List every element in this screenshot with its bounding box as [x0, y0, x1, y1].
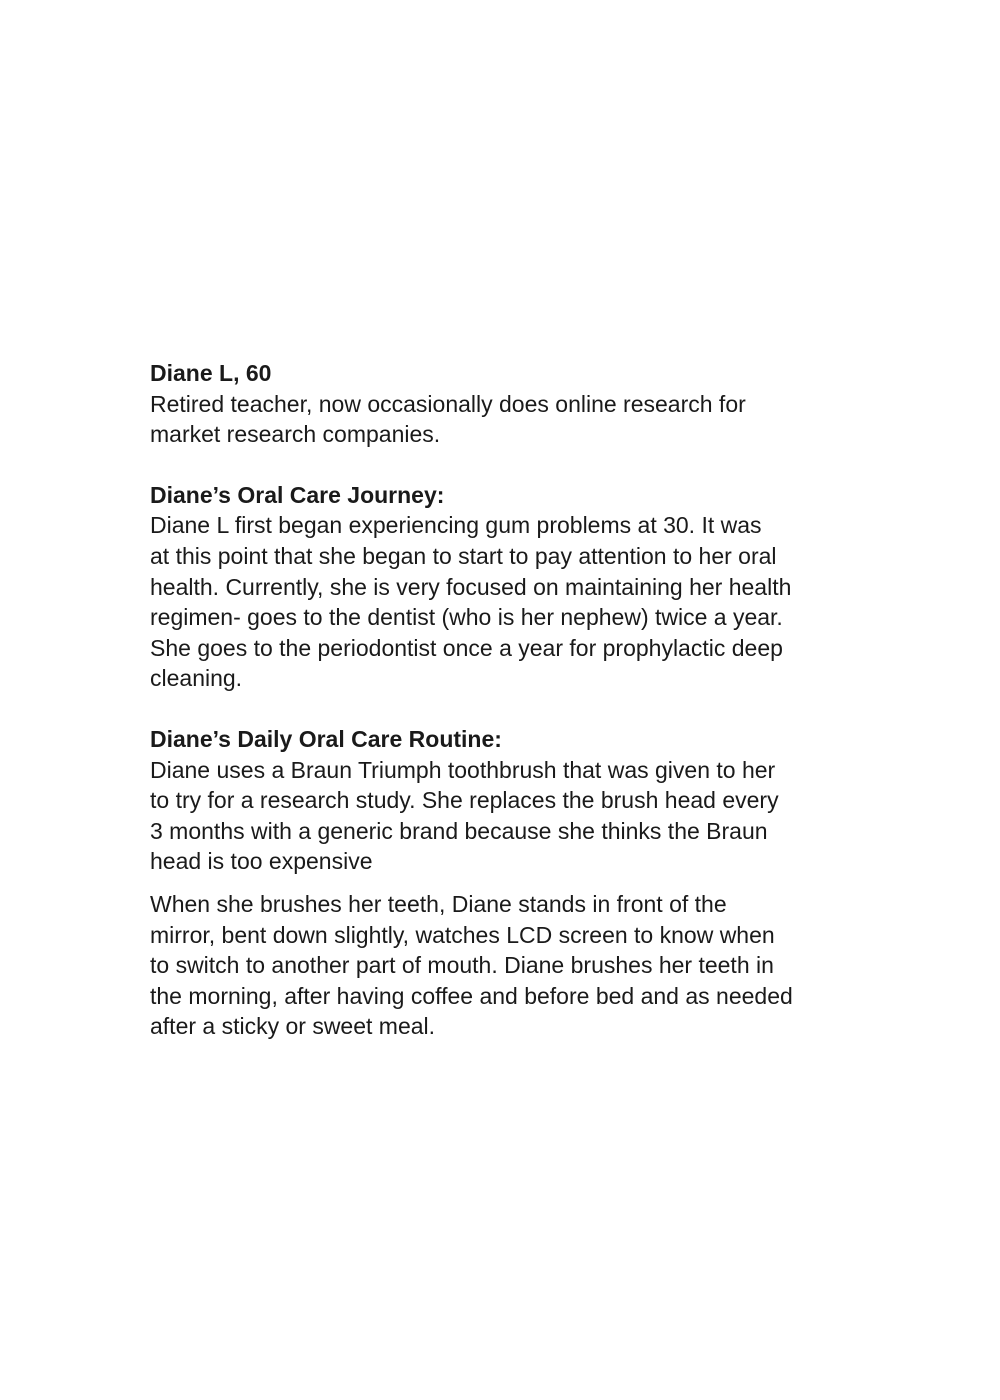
journey-heading: Diane’s Oral Care Journey:	[150, 481, 445, 508]
routine-paragraph-2: When she brushes her teeth, Diane stands in front of the mirror, bent down slightly, watches LCD screen to know when to switch to another part of mouth. Diane brushes her teeth in the morning, after having coffee and before bed and as needed after a sticky or sweet meal.	[150, 890, 793, 1040]
paragraph-spacer	[150, 877, 870, 889]
persona-name-age: Diane L, 60	[150, 360, 272, 386]
persona-content	[150, 358, 870, 1042]
persona-description: Retired teacher, now occasionally does online research for market research companies.	[150, 390, 746, 448]
journey-text: Diane L first began experiencing gum problems at 30. It was at this point that she began to start to pay attention to her oral health. Currently, she is very focused on maintaining her health regimen- goes to the dentist (who is her nephew) twice a year. She goes to the periodontist once a year for prophylactic deep cleaning.	[150, 512, 792, 692]
routine-paragraph-1: Diane uses a Braun Triumph toothbrush that was given to her to try for a research study. She replaces the brush head every 3 months with a generic brand because she thinks the Braun head is too expensive	[150, 756, 779, 875]
section-spacer	[150, 694, 870, 724]
routine-heading: Diane’s Daily Oral Care Routine:	[150, 725, 502, 752]
section-spacer	[150, 450, 870, 480]
